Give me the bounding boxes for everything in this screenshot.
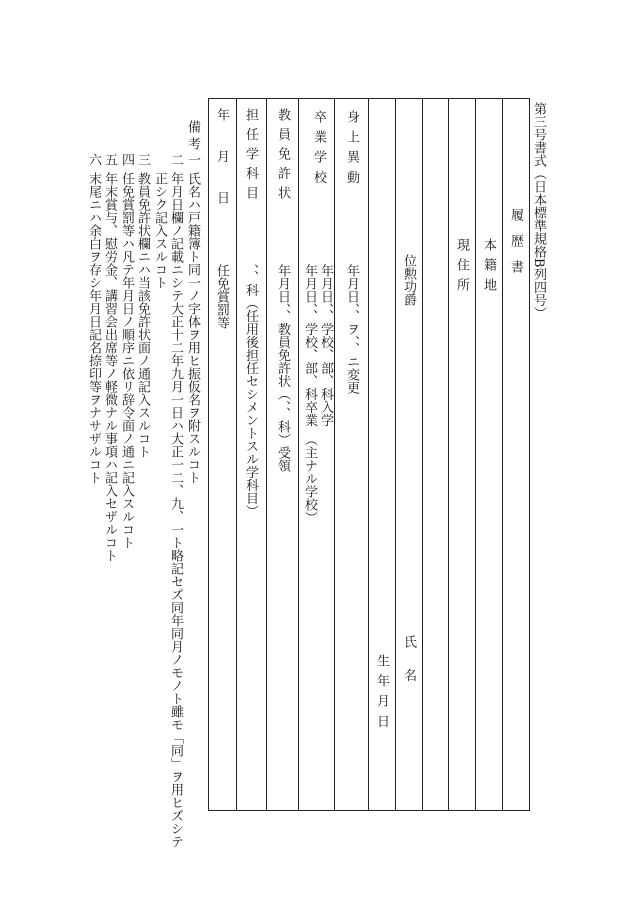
remark-num: 三 [135,153,150,166]
heading: 履 歴 書 [508,208,523,273]
column-rule [236,98,237,811]
column-rule [298,98,299,811]
column-rule [502,98,503,811]
dates-label: 年月日 [214,108,229,233]
remark-num: 六 [86,153,101,166]
remark-num: 四 [119,153,134,166]
school-line1: 年月日、、学校、部、科入学 [318,264,333,427]
form-title: 第三号書式（日本標準規格B列四号） [531,102,546,320]
column-rule [368,98,369,811]
column-rule [422,98,423,811]
remarks-title: 備考 [185,120,200,154]
subject-label: 担任学科目 [243,108,258,206]
remark-num: 一 [185,153,200,166]
school-label: 卒業学校 [311,110,326,191]
subject-content: 、、科（任用後担任セシメントスル学科目） [243,264,258,518]
column-rule [448,98,449,811]
remark-text: 年月日欄ノ記載ニシテ大正十二年九月一日ハ大正一二、九、一ト略記セズ同年同月ノモノト雖モ「同」ヲ用ヒズシテ [168,172,183,848]
remark-text: 末尾ニハ余白ヲ存シ年月日記名捺印等ヲナサザルコト [86,172,101,484]
remark-text: 正シク記入スルコト [152,172,167,289]
column-rule [475,98,476,811]
remark-text: 年末賞与、慰労金、講習会出席等ノ軽微ナル事項ハ記入セザルコト [102,172,117,562]
remark-text: 任免賞罰等ハ凡テ年月日ノ順序ニ依リ辞令面ノ通ニ記入スルコト [119,172,134,549]
dates-content: 任免賞罰等 [214,264,229,329]
column-rule [334,98,335,811]
birth-label: 生年月日 [374,654,389,735]
license-label: 教員免許状 [275,108,290,206]
career-label: 身上異動 [344,110,359,191]
school-line2: 年月日、、学校、部、科卒業 （主ナル学校） [302,264,317,524]
genjusho-label: 現住所 [454,238,469,299]
remark-num: 二 [168,153,183,166]
name-label: 氏 名 [401,635,416,686]
column-rule [266,98,267,811]
career-content: 年月日、、ヲ、、ニ変更 [344,264,359,394]
license-content: 年月日、、教員免許状（、、科）受領 [275,264,290,472]
remark-text: 教員免許状欄ニハ当該免許状面ノ通記入スルコト [135,172,150,458]
column-rule [395,98,396,811]
rank-label: 位勲功爵 [401,254,416,306]
remark-text: 氏名ハ戸籍簿ト同一ノ字体ヲ用ヒ振仮名ヲ附スルコト [185,172,200,484]
remark-num: 五 [102,153,117,166]
honseki-label: 本籍地 [481,238,496,299]
